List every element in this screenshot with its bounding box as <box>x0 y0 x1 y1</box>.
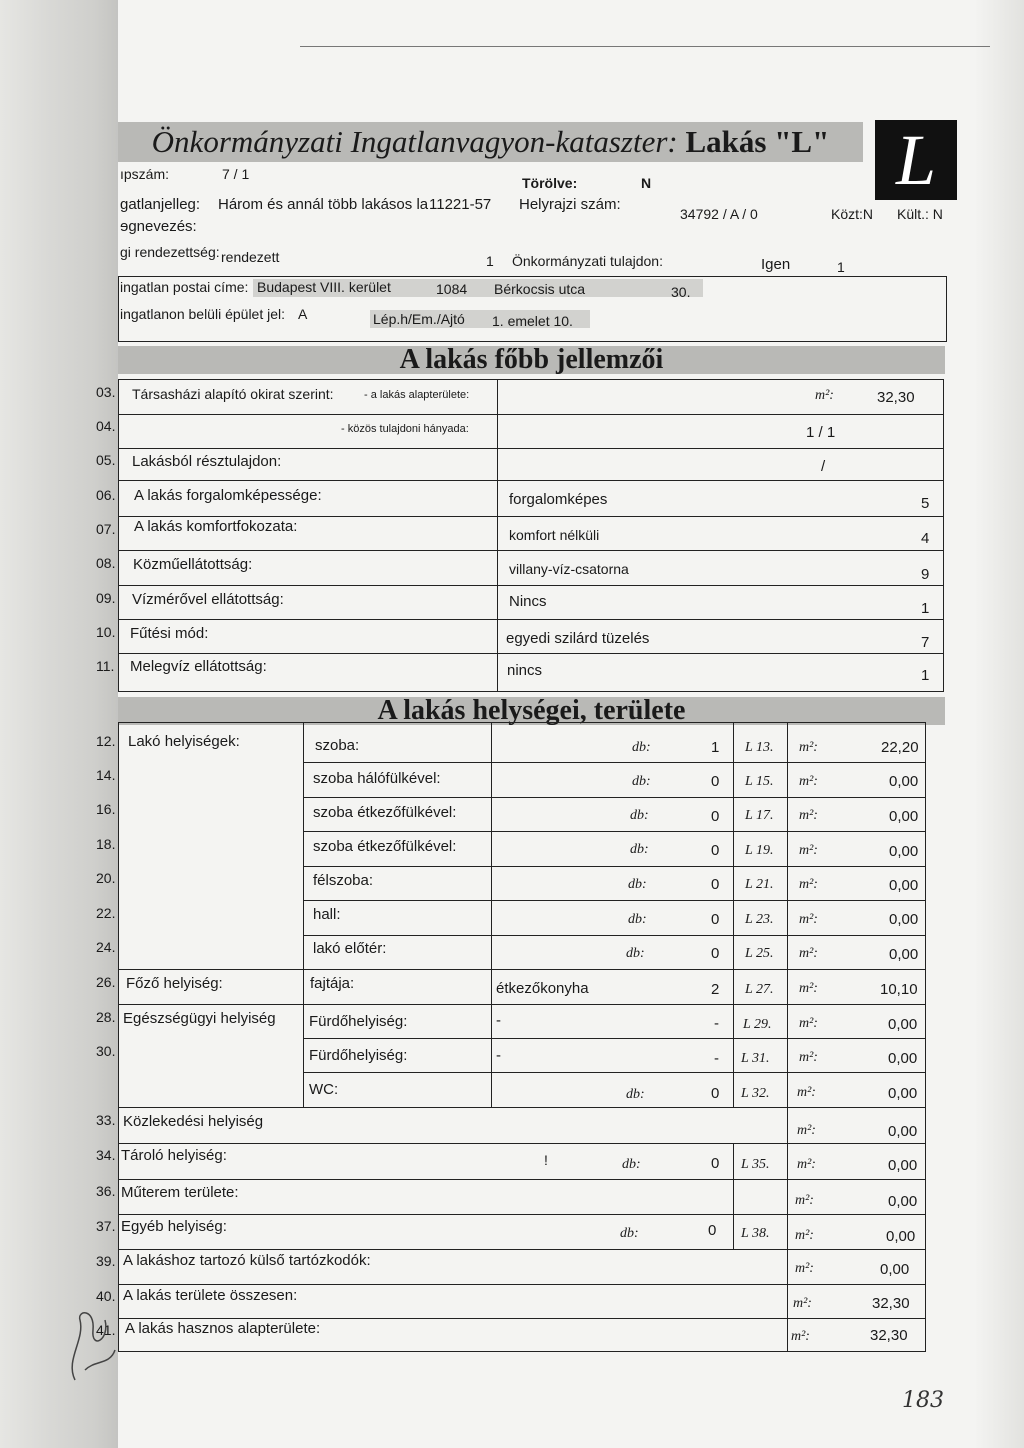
m2-label: m²: <box>799 774 818 789</box>
room-type: - <box>496 1012 501 1029</box>
s2-rule <box>303 935 926 936</box>
row-number: 12. <box>96 733 116 749</box>
room-name: Fürdőhelyiség: <box>309 1013 408 1030</box>
l-ref: L 17. <box>745 808 774 823</box>
room-type: étkezőkonyha <box>496 980 589 997</box>
room-group: Egészségügyi helyiség <box>123 1010 276 1027</box>
m2-label: m²: <box>799 1016 818 1031</box>
m2-label: m²: <box>791 1329 810 1344</box>
room-group: A lakáshoz tartozó külső tartózkodók: <box>123 1252 371 1269</box>
row-sublabel: - a lakás alapterülete: <box>364 389 470 401</box>
row-value: Nincs <box>509 593 547 610</box>
handwritten-page-number: 183 <box>902 1388 944 1413</box>
room-count: 0 <box>711 808 720 825</box>
row-number: 39. <box>96 1253 116 1269</box>
row-code: 7 <box>921 634 930 651</box>
room-count: 0 <box>711 911 720 928</box>
room-name: hall: <box>313 906 341 923</box>
s2-col-divider <box>303 722 304 1107</box>
row-number: 28. <box>96 1009 116 1025</box>
room-count: - <box>714 1050 719 1067</box>
epulet-label: ingatlanon belüli épület jel: <box>120 306 286 322</box>
row-label: Lakásból résztulajdon: <box>132 453 282 470</box>
room-name: szoba étkezőfülkével: <box>313 838 457 855</box>
check-mark: ! <box>544 1152 548 1168</box>
s2-rule <box>303 900 926 901</box>
room-group: Lakó helyiségek: <box>128 733 240 750</box>
m2-label: m²: <box>799 808 818 823</box>
room-group: Egyéb helyiség: <box>121 1218 227 1235</box>
db-label: db: <box>632 740 651 755</box>
row-label: Közműellátottság: <box>133 556 253 573</box>
m2-label: m²: <box>799 843 818 858</box>
s2-rule <box>303 1038 926 1039</box>
title-bold: Lakás "L" <box>685 124 830 159</box>
tulajdon-value: Igen <box>761 256 791 273</box>
room-count: 0 <box>708 1222 717 1239</box>
room-name: Fürdőhelyiség: <box>309 1047 408 1064</box>
row-value: / <box>821 458 826 475</box>
s2-col-divider <box>787 722 788 1352</box>
room-area: 0,00 <box>880 1261 910 1278</box>
db-label: db: <box>630 842 649 857</box>
s1-rule <box>118 516 944 517</box>
s1-rule <box>118 619 944 620</box>
s1-rule <box>118 550 944 551</box>
kozt-flag: Közt:N <box>831 206 874 222</box>
m2-label: m²: <box>795 1261 814 1276</box>
room-group: A lakás hasznos alapterülete: <box>125 1320 321 1337</box>
postai-street: Bérkocsis utca <box>494 281 586 297</box>
row-number: 40. <box>96 1288 116 1304</box>
postai-city: Budapest VIII. kerület <box>257 279 391 295</box>
jelleg-code: 11221-57 <box>429 196 492 213</box>
room-count: 2 <box>711 981 720 998</box>
row-number: 04. <box>96 418 116 434</box>
row-number: 07. <box>96 521 116 537</box>
db-label: db: <box>628 877 647 892</box>
room-name: szoba étkezőfülkével: <box>313 804 457 821</box>
room-area: 32,30 <box>872 1295 910 1312</box>
row-number: 41. <box>96 1322 116 1338</box>
room-group: Közlekedési helyiség <box>123 1113 264 1130</box>
row-value: villany-víz-csatorna <box>509 561 629 577</box>
row-number: 24. <box>96 939 116 955</box>
helyrajzi-label: Helyrajzi szám: <box>519 196 621 213</box>
db-label: db: <box>622 1157 641 1172</box>
room-area: 0,00 <box>888 1050 918 1067</box>
l-ref: L 21. <box>745 877 774 892</box>
s2-rule <box>118 1143 926 1144</box>
postai-zip: 1084 <box>436 281 468 297</box>
page-edge <box>974 0 1024 1448</box>
page-title <box>118 122 863 162</box>
room-area: 32,30 <box>870 1327 908 1344</box>
s1-rule <box>118 414 944 415</box>
db-label: db: <box>628 912 647 927</box>
row-code: 9 <box>921 566 930 583</box>
kult-flag: Kült.: N <box>897 206 943 222</box>
room-area: 10,10 <box>880 981 918 998</box>
row-label: Melegvíz ellátottság: <box>130 658 267 675</box>
room-count: 0 <box>711 945 720 962</box>
m2-label: m²: <box>797 1157 816 1172</box>
helyrajzi-value: 34792 / A / 0 <box>680 206 758 222</box>
room-name: fajtája: <box>310 975 355 992</box>
category-badge: L <box>875 120 957 200</box>
row-value: komfort nélküli <box>509 527 600 543</box>
db-label: db: <box>626 1087 645 1102</box>
m2-label: m²: <box>799 1050 818 1065</box>
db-label: db: <box>626 946 645 961</box>
lep-value: 1. emelet 10. <box>492 313 573 329</box>
s2-rule <box>118 1318 926 1319</box>
row-number: 08. <box>96 555 116 571</box>
room-area: 0,00 <box>888 1193 918 1210</box>
room-area: 0,00 <box>889 877 919 894</box>
l-ref: L 32. <box>741 1086 770 1101</box>
row-code: 1 <box>921 667 930 684</box>
row-number: 30. <box>96 1043 116 1059</box>
m2-label: m²: <box>799 877 818 892</box>
row-label: Fűtési mód: <box>130 625 209 642</box>
row-number: 34. <box>96 1147 116 1163</box>
l-ref: L 38. <box>741 1226 770 1241</box>
room-area: 0,00 <box>889 946 919 963</box>
s1-rule <box>118 448 944 449</box>
room-count: 0 <box>711 773 720 790</box>
room-area: 0,00 <box>888 1123 918 1140</box>
tulajdon-code: 1 <box>837 259 845 275</box>
row-number: 14. <box>96 767 116 783</box>
s2-col-divider <box>733 1143 734 1249</box>
s2-rule <box>118 969 926 970</box>
tulajdon-label: Önkormányzati tulajdon: <box>512 253 663 269</box>
room-count: 0 <box>711 842 720 859</box>
row-value: forgalomképes <box>509 491 608 508</box>
room-area: 0,00 <box>888 1085 918 1102</box>
l-ref: L 13. <box>745 740 774 755</box>
handwritten-signature <box>55 1300 125 1390</box>
l-ref: L 19. <box>745 843 774 858</box>
section2-title: A lakás helységei, területe <box>118 697 945 725</box>
room-area: 0,00 <box>889 773 919 790</box>
section1-col-divider <box>497 379 498 692</box>
title-italic: Önkormányzati Ingatlanvagyon-kataszter: <box>151 124 678 159</box>
megnevezes-label: ɘgnevezés: <box>120 218 197 235</box>
jelleg-value: Három és annál több lakásos la <box>218 196 429 213</box>
row-number: 05. <box>96 452 116 468</box>
epulet-value: A <box>298 306 308 322</box>
row-label: Vízmérővel ellátottság: <box>132 591 284 608</box>
room-count: 0 <box>711 876 720 893</box>
room-area: 0,00 <box>889 808 919 825</box>
row-number: 26. <box>96 974 116 990</box>
lapszam-value: 7 / 1 <box>222 166 250 182</box>
rendezettseg-code: 1 <box>486 253 494 269</box>
room-count: 0 <box>711 1085 720 1102</box>
row-number: 03. <box>96 384 116 400</box>
row-value: 32,30 <box>877 389 915 406</box>
l-ref: L 35. <box>741 1157 770 1172</box>
row-code: 1 <box>921 600 930 617</box>
row-value: 1 / 1 <box>806 424 836 441</box>
room-name: WC: <box>309 1081 339 1098</box>
room-area: 0,00 <box>889 911 919 928</box>
room-count: 0 <box>711 1155 720 1172</box>
m2-label: m²: <box>799 912 818 927</box>
s2-rule <box>303 797 926 798</box>
room-area: 0,00 <box>888 1157 918 1174</box>
room-type: - <box>496 1047 501 1064</box>
row-code: 4 <box>921 530 930 547</box>
rendezettseg-value: rendezett <box>221 249 280 265</box>
m2-label: m²: <box>795 1228 814 1243</box>
m2-label: m²: <box>797 1123 816 1138</box>
room-name: lakó előtér: <box>313 940 387 957</box>
m2-label: m²: <box>795 1193 814 1208</box>
row-label: A lakás komfortfokozata: <box>134 518 298 535</box>
s1-rule <box>118 480 944 481</box>
s2-rule <box>303 1072 926 1073</box>
room-group: A lakás területe összesen: <box>123 1287 298 1304</box>
l-ref: L 27. <box>745 982 774 997</box>
db-label: db: <box>620 1226 639 1241</box>
s1-rule <box>118 653 944 654</box>
row-number: 10. <box>96 624 116 640</box>
s2-rule <box>118 1179 926 1180</box>
row-number: 22. <box>96 905 116 921</box>
l-ref: L 23. <box>745 912 774 927</box>
room-name: félszoba: <box>313 872 374 889</box>
lapszam-label: ıpszám: <box>120 166 170 182</box>
room-area: 0,00 <box>886 1228 916 1245</box>
s2-rule <box>118 1249 926 1250</box>
db-label: db: <box>632 774 651 789</box>
top-rule <box>300 46 990 47</box>
torolve-label: Törölve: <box>522 175 578 191</box>
row-sublabel: - közös tulajdoni hányada: <box>341 423 469 435</box>
row-code: 5 <box>921 495 930 512</box>
row-number: 06. <box>96 487 116 503</box>
m2-label: m²: <box>799 981 818 996</box>
room-name: szoba hálófülkével: <box>313 770 441 787</box>
row-value: nincs <box>507 662 543 679</box>
room-group: Tároló helyiség: <box>121 1147 227 1164</box>
s2-rule <box>303 866 926 867</box>
s2-rule <box>118 1284 926 1285</box>
s2-rule <box>303 831 926 832</box>
rendezettseg-label: gi rendezettség: <box>120 244 220 260</box>
room-count: - <box>714 1015 719 1032</box>
db-label: db: <box>630 808 649 823</box>
s2-rule <box>303 762 926 763</box>
room-area: 0,00 <box>888 1016 918 1033</box>
lep-label: Lép.h/Em./Ajtó <box>373 311 465 327</box>
row-number: 37. <box>96 1218 116 1234</box>
row-number: 11. <box>96 658 115 674</box>
room-area: 0,00 <box>889 843 919 860</box>
m2-label: m²: <box>799 946 818 961</box>
s2-col-divider <box>491 722 492 1107</box>
postai-label: ingatlan postai címe: <box>120 279 249 295</box>
torolve-value: N <box>641 175 652 191</box>
row-label: Társasházi alapító okirat szerint: <box>132 386 334 402</box>
room-name: szoba: <box>315 737 360 754</box>
s2-col-divider <box>733 722 734 1107</box>
s1-rule <box>118 585 944 586</box>
m2-label: m²: <box>793 1296 812 1311</box>
s2-rule <box>118 1107 926 1108</box>
jelleg-label: gatlanjelleg: <box>120 196 201 213</box>
l-ref: L 15. <box>745 774 774 789</box>
row-unit: m²: <box>815 388 834 403</box>
row-number: 33. <box>96 1112 116 1128</box>
row-number: 16. <box>96 801 116 817</box>
row-number: 20. <box>96 870 116 886</box>
section1-title: A lakás főbb jellemzői <box>118 346 945 374</box>
row-number: 18. <box>96 836 116 852</box>
l-ref: L 29. <box>743 1017 772 1032</box>
l-ref: L 25. <box>745 946 774 961</box>
m2-label: m²: <box>797 1085 816 1100</box>
row-value: egyedi szilárd tüzelés <box>506 630 650 647</box>
s2-rule <box>118 1004 926 1005</box>
room-group: Műterem területe: <box>121 1184 239 1201</box>
row-label: A lakás forgalomképessége: <box>134 487 322 504</box>
s2-rule <box>118 1214 926 1215</box>
l-ref: L 31. <box>741 1051 770 1066</box>
postai-number: 30. <box>671 284 691 300</box>
row-number: 09. <box>96 590 116 606</box>
room-count: 1 <box>711 739 720 756</box>
room-group: Főző helyiség: <box>126 975 223 992</box>
m2-label: m²: <box>799 740 818 755</box>
room-area: 22,20 <box>881 739 919 756</box>
row-number: 36. <box>96 1183 116 1199</box>
